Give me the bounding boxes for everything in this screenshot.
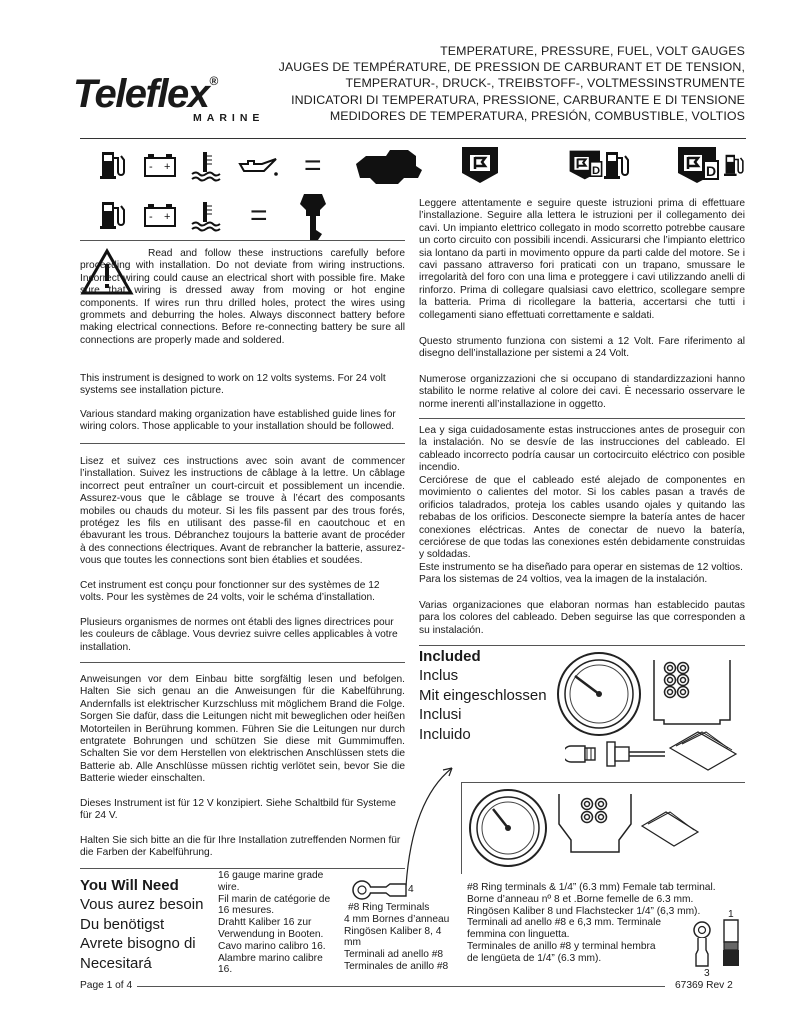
need-lang: Avrete bisogno di [80,935,196,952]
bracket-illustration [555,788,635,858]
document-number: 67369 Rev 2 [675,980,733,991]
divider [461,782,462,874]
papers-illustration [640,808,700,848]
title-block [225,43,745,124]
voltage-fr: Cet instrument est conçu pour fonctionner sur des systèmes de 12 volts. Pour les systèmes de 24 volts, voir le schéma d’installation. [80,580,380,604]
header-divider [80,138,746,139]
wire-text: Drahtt Kaliber 16 zur Verwendung in Booten. [218,917,324,940]
included-lang: Inclus [419,667,459,684]
wiring-colors-de: Halten Sie sich bitte an die für Ihre Installation zutreffenden Normen für die Farben der Kabelführung. [80,835,401,859]
divider [419,418,745,419]
tab-terminal-icon [720,918,742,970]
equals-icon: = [250,199,268,232]
brand-mark: ® [209,74,217,88]
divider [80,662,405,663]
included-heading: Included [419,648,481,665]
inboard-engine-icon [352,146,424,186]
svg-text:D: D [592,164,601,177]
divider [80,240,405,241]
need-block [80,876,203,973]
outboard-engine-icon [298,192,328,242]
wiring-colors-es: Varias organizaciones que elaboran normas han establecido pautas para los colores del cableado. Deben seguirse las que corresponden a su instalación. [419,600,745,636]
need-heading: You Will Need [80,877,179,894]
divider [80,868,405,869]
divider [419,645,745,646]
tab-text: Borne d’anneau nº 8 et .Borne femelle de 6.3 mm. [467,893,694,905]
wire-text: Cavo marino calibro 16. [218,940,326,952]
cables-es: Cerciórese de que el cableado esté alejado de componentes en movimiento o calientes del motor. Si los cables pasan a través de orificios taladrados, proteja los cables usando ojales y quitando las rebabas de los orificios. Desconecte siempre la batería antes de hacer conexiones eléctricas. Antes de conectar de nuevo la batería, cerciórese de que todas las conexiones estén debidamente construidas y soldadas. [419,475,745,561]
brand-text: Teleflex [73,72,209,116]
tab-count-top: 1 [728,909,734,920]
divider [80,443,405,444]
ring-text: Ringösen Kaliber 8, 4 mm [344,925,442,949]
page-number: Page 1 of 4 [80,980,133,991]
flag-panel-icon [460,145,500,185]
included-block [419,647,547,744]
tab-text: Terminales de anillo #8 y terminal hembra de lengüeta de 1/4” (6.3 mm). [467,940,656,964]
tab-count-bottom: 3 [704,968,710,979]
battery-icon [143,203,177,229]
wire-text: Fil marin de catégorie de 16 mesures. [218,893,331,917]
ring-text: Terminali ad anello #8 [344,949,444,961]
ring-terminal-icon [350,878,410,902]
ring-text: #8 Ring Terminals [348,902,430,913]
ring-requirement [344,902,459,973]
need-lang: Necesitará [80,954,152,972]
gauge-illustration [555,650,643,738]
brand-sub: MARINE [193,112,265,124]
bracket-illustration [650,652,735,727]
temperature-icon [190,150,222,182]
wire-text: Alambre marino calibre 16. [218,952,323,976]
ring-terminal-icon [690,920,714,968]
fuel-pump-icon [724,150,746,180]
svg-text:+: + [164,211,171,223]
title-line: MEDIDORES DE TEMPERATURA, PRESIÓN, COMBUSTIBLE, VOLTIOS [329,108,745,123]
svg-text:-: - [149,211,153,223]
wiring-colors-en: Various standard making organization have established guide lines for wiring colors. Those applicable to your installation should be followed. [80,409,396,433]
fuel-pump-icon [100,150,128,180]
svg-text:+: + [164,161,171,173]
instructions-en: Read and follow these instructions carefully before proceeding with installation. Do not deviate from wiring instructions. Incorrect wiring could cause an electrical short with possible fire. Make sure that wiring is dressed away from moving or hot engine components. If wires run thru drilled holes, protect the wires using grommets and deburring the holes. Always disconnect battery before making electrical connections. Before re-connecting battery be sure all connections are properly made and soldered. [80,248,405,346]
included-lang: Mit eingeschlossen [419,686,547,704]
title-line: INDICATORI DI TEMPERATURA, PRESSIONE, CARBURANTE E DI TENSIONE [291,92,745,107]
title-line: TEMPERATUR-, DRUCK-, TREIBSTOFF-, VOLTMESSINSTRUMENTE [345,76,745,91]
tab-text: Terminali ad anello #8 e 6,3 mm. Terminale femmina con linguetta. [467,917,662,941]
wire-requirement [218,870,336,976]
tab-text: Ringösen Kaliber 8 und Flachstecker 1/4” (6,3 mm). [467,905,701,917]
temperature-icon [190,200,222,232]
fuel-pump-icon [604,150,632,180]
equals-icon: = [304,149,322,182]
fuel-pump-icon [100,200,128,230]
need-lang: Vous aurez besoin [80,896,204,913]
wiring-colors-it: Numerose organizzazioni che si occupano di standardizzazioni hanno stabilito le norme relative al colore dei cavi. È necessario osservare le norme inerenti all’installazione in oggetto. [419,374,745,410]
bulb-illustration [565,736,675,772]
title-line: TEMPERATURE, PRESSURE, FUEL, VOLT GAUGES [440,44,745,58]
flag-panel-d-icon [568,145,608,185]
svg-text:D: D [706,163,717,179]
included-lang: Inclusi [419,706,462,723]
pointer-arrow [400,760,460,890]
included-lang: Incluido [419,725,471,743]
instructions-de: Anweisungen vor dem Einbau bitte sorgfältig lesen und befolgen. Halten Sie sich genau an die Anweisungen für die Kabelführung. Andernfalls ist elektrischer Kurzschluss mit möglichem Brand die Folge. Sorgen Sie dafür, dass die Leitungen nicht mit beweglichen oder heißen Motorteilen in Berührung kommen. Führen Sie die Leitungen nur durch entgratete Bohrungen und schützen Sie diese mit Gummimuffen. Schalten Sie vor dem Herstellen von elektrischen Anschlüssen stets die Batterie ab. Alle Anschlüsse müssen richtig verlötet sein, bevor Sie die Batterie wieder einschalten. [80,674,405,785]
wiring-colors-fr: Plusieurs organismes de normes ont établi des lignes directrices pour les couleurs de câblage. Vous devriez suivre celles applicables à votre installation. [80,617,398,653]
ring-text: 4 mm Bornes d’anneau [344,913,450,925]
divider [461,782,745,783]
flag-panel-d-icon [676,145,726,185]
papers-illustration [668,728,740,772]
ring-text: Terminales de anillo #8 [344,960,449,972]
ring-count: 4 [408,884,414,895]
instructions-es: Lea y siga cuidadosamente estas instrucciones antes de proseguir con la instalación. No se desvíe de las instrucciones del cableado. El cableado incorrecto podría causar un cortocircuito eléctrico con posible incendio. [419,425,745,474]
oil-can-icon [236,154,280,178]
wire-text: 16 gauge marine grade wire. [218,870,324,893]
instructions-fr: Lisez et suivez ces instructions avec soin avant de commencer l’installation. Suivez les instructions de câblage à la lettre. Un câblage incorrect peut entraîner un court-circuit et possiblement un incendie. Assurez-vous que le câblage se trouve à l’écart des composants mobiles ou chauds du moteur. Si les fils passent par des trous forés, protégez les fils en utilisant des passe-fil en caoutchouc et en ébavurant les trous. Débranchez toujours la batterie avant de procéder à des connections électriques. Avant de rebrancher la batterie, assurez-vous que toutes les connections sont bien établies et soudées. [80,456,405,567]
tab-text: #8 Ring terminals & 1/4” (6.3 mm) Female tab terminal. [467,882,716,893]
footer-divider [137,986,665,987]
svg-text:-: - [149,161,153,173]
gauge-illustration [467,787,549,869]
battery-icon [143,153,177,179]
instructions-it: Leggere attentamente e seguire queste istruzioni prima di effettuare l’installazione. Seguire alla lettera le istruzioni per il collegamento dei cavi. Un impianto elettrico collegato in modo scorretto potrebbe causare un corto circuito con possibili incendi. Assicurarsi che l’impianto elettrico sia lontano da parti in movimento oppure da parti calde del motore. Se i cavi passano attraverso fori praticati con un trapano, smussare le irregolarità del foro con una lima e proteggere i cavi utilizzando anelli di rinforzo. Prima di collegare qualsiasi cavo elettrico, scollegare sempre la batteria. Prima di ricollegare la batteria, accertarsi che tutti i collegamenti siano effettuati correttamente e saldati. [419,198,745,321]
voltage-es: Este instrumento se ha diseñado para operar en sistemas de 12 voltios. Para los sistemas de 24 voltios, vea la imagen de la instalación. [419,562,743,586]
title-line: JAUGES DE TEMPÉRATURE, DE PRESSION DE CARBURANT ET DE TENSION, [278,60,745,75]
voltage-de: Dieses Instrument ist für 12 V konzipiert. Siehe Schaltbild für Systeme für 24 V. [80,798,396,822]
voltage-en: This instrument is designed to work on 12 volts systems. For 24 volt systems see installation picture. [80,373,386,397]
need-lang: Du benötigst [80,915,165,933]
voltage-it: Questo strumento funziona con sistemi a 12 Volt. Fare riferimento al disegno dell’installazione per sistemi a 24 Volt. [419,336,745,360]
